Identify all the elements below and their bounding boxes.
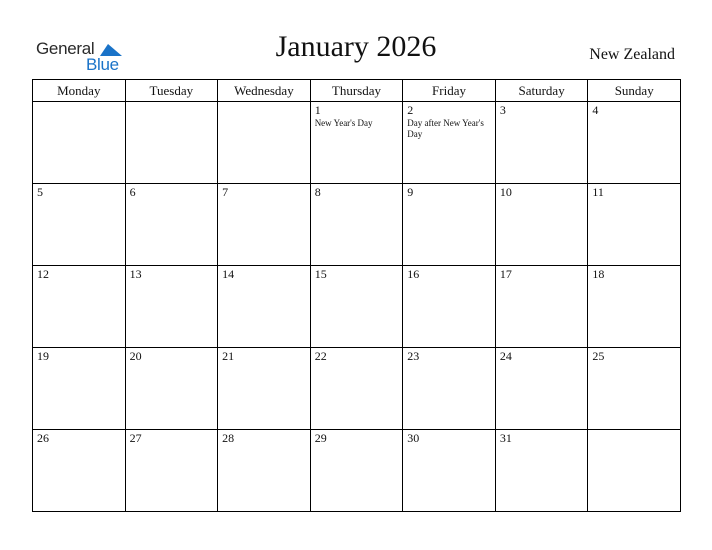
weekday-header: Sunday: [588, 80, 681, 102]
day-cell: [310, 266, 403, 348]
day-number: 26: [37, 431, 49, 445]
day-number: 1: [314, 103, 321, 117]
day-number: 21: [222, 349, 235, 363]
day-number: 11: [592, 185, 604, 199]
day-cell: [33, 184, 126, 266]
day-number: 2: [407, 103, 414, 117]
day-number: 7: [222, 185, 229, 199]
day-cell: [125, 102, 218, 184]
day-cell: [588, 102, 681, 184]
day-number: 12: [37, 267, 49, 281]
day-number: 17: [499, 267, 512, 281]
day-number: 5: [37, 185, 43, 199]
day-number: 20: [129, 349, 142, 363]
logo-word-general: General: [36, 39, 95, 58]
day-number: 9: [407, 185, 414, 199]
day-number: 10: [499, 185, 512, 199]
day-cell: [403, 348, 496, 430]
weekday-header: Thursday: [310, 80, 403, 102]
day-cell: [495, 430, 588, 512]
day-number: 31: [499, 431, 512, 445]
weekday-header: Friday: [403, 80, 496, 102]
day-cell: [588, 184, 681, 266]
day-cell: [218, 184, 311, 266]
day-cell: [33, 102, 126, 184]
day-number: 3: [499, 103, 506, 117]
day-number: 30: [407, 431, 420, 445]
day-cell: [33, 430, 126, 512]
holiday-label: Day after New Year's Day: [407, 118, 484, 139]
day-number: 28: [222, 431, 235, 445]
day-cell: [310, 102, 403, 184]
day-cell: [588, 266, 681, 348]
day-number: 19: [37, 349, 49, 363]
day-cell: [588, 348, 681, 430]
day-number: 14: [222, 267, 235, 281]
day-cell: [125, 430, 218, 512]
day-number: 8: [314, 185, 321, 199]
day-number: 25: [592, 349, 605, 363]
day-cell: [403, 184, 496, 266]
day-cell: [495, 184, 588, 266]
day-cell: [310, 348, 403, 430]
day-cell: [125, 184, 218, 266]
day-cell: [33, 348, 126, 430]
day-cell: [33, 266, 126, 348]
day-cell: [310, 184, 403, 266]
day-number: 15: [314, 267, 327, 281]
day-cell: [495, 266, 588, 348]
day-number: 23: [407, 349, 420, 363]
day-cell: [218, 430, 311, 512]
week-row: [33, 430, 681, 512]
day-number: 16: [407, 267, 420, 281]
holiday-label: New Year's Day: [314, 118, 373, 128]
calendar-title: January 2026: [275, 30, 437, 63]
day-cell: [403, 102, 496, 184]
day-number: 18: [592, 267, 605, 281]
day-cell: [588, 430, 681, 512]
day-number: 22: [314, 349, 327, 363]
day-cell: [495, 102, 588, 184]
day-number: 29: [314, 431, 327, 445]
weekday-header-row: [33, 80, 681, 102]
day-cell: [495, 348, 588, 430]
logo-word-blue: Blue: [86, 55, 119, 74]
day-cell: [218, 266, 311, 348]
day-cell: [310, 430, 403, 512]
weekday-header: Monday: [33, 80, 126, 102]
week-row: [33, 184, 681, 266]
day-cell: [218, 102, 311, 184]
day-cell: [403, 266, 496, 348]
weekday-header: Tuesday: [125, 80, 218, 102]
calendar-grid: [32, 79, 681, 512]
day-number: 27: [129, 431, 142, 445]
day-cell: [125, 266, 218, 348]
country-label: New Zealand: [589, 46, 675, 63]
week-row: [33, 266, 681, 348]
day-number: 4: [592, 103, 599, 117]
day-number: 13: [129, 267, 142, 281]
weekday-header: Wednesday: [218, 80, 311, 102]
week-row: [33, 348, 681, 430]
day-cell: [218, 348, 311, 430]
day-number: 24: [499, 349, 512, 363]
week-row: [33, 102, 681, 184]
day-cell: [125, 348, 218, 430]
day-cell: [403, 430, 496, 512]
day-number: 6: [129, 185, 136, 199]
weekday-header: Saturday: [495, 80, 588, 102]
